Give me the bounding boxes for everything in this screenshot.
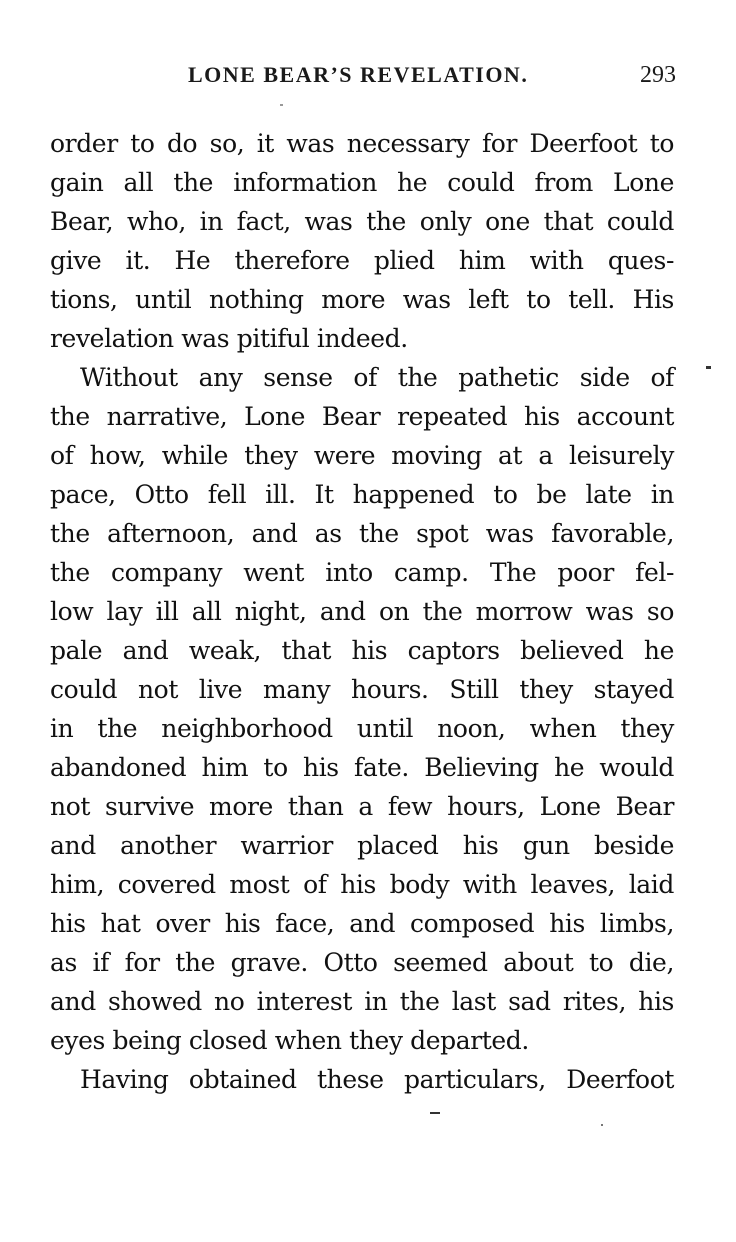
text-line: as if for the grave. Otto seemed about to die,: [50, 948, 674, 977]
page-number: 293: [640, 62, 676, 88]
text-line: his hat over his face, and composed his limbs,: [50, 909, 674, 938]
text-line: could not live many hours. Still they stayed: [50, 675, 674, 704]
text-line: low lay ill all night, and on the morrow was so: [50, 597, 674, 626]
text-line: and showed no interest in the last sad rites, his: [50, 987, 674, 1016]
text-line: eyes being closed when they departed.: [50, 1026, 529, 1055]
text-line: gain all the information he could from Lone: [50, 168, 674, 197]
text-line: pace, Otto fell ill. It happened to be late in: [50, 480, 674, 509]
text-line: and another warrior placed his gun beside: [50, 831, 674, 860]
text-line: him, covered most of his body with leaves, laid: [50, 870, 674, 899]
print-speck: [706, 366, 711, 369]
running-head: [50, 62, 676, 92]
text-line: in the neighborhood until noon, when they: [50, 714, 674, 743]
text-line: pale and weak, that his captors believed he: [50, 636, 674, 665]
text-line: order to do so, it was necessary for Deerfoot to: [50, 129, 674, 158]
print-speck: [280, 104, 283, 106]
text-line: give it. He therefore plied him with ques-: [50, 246, 674, 275]
text-line: revelation was pitiful indeed.: [50, 324, 408, 353]
print-speck: [430, 1112, 440, 1114]
text-line: of how, while they were moving at a leisurely: [50, 441, 674, 470]
text-line: Bear, who, in fact, was the only one that could: [50, 207, 674, 236]
text-line: not survive more than a few hours, Lone Bear: [50, 792, 674, 821]
text-line: abandoned him to his fate. Believing he would: [50, 753, 674, 782]
body-text: [50, 124, 674, 1099]
paragraph-first-line: Having obtained these particulars, Deerfoot: [80, 1065, 674, 1094]
text-line: the afternoon, and as the spot was favorable,: [50, 519, 674, 548]
running-title: LONE BEAR’S REVELATION.: [188, 62, 529, 87]
paragraph-first-line: Without any sense of the pathetic side of: [80, 363, 674, 392]
text-line: the narrative, Lone Bear repeated his account: [50, 402, 674, 431]
text-line: the company went into camp. The poor fel-: [50, 558, 674, 587]
text-line: tions, until nothing more was left to tell. His: [50, 285, 674, 314]
print-speck: [601, 1124, 603, 1126]
